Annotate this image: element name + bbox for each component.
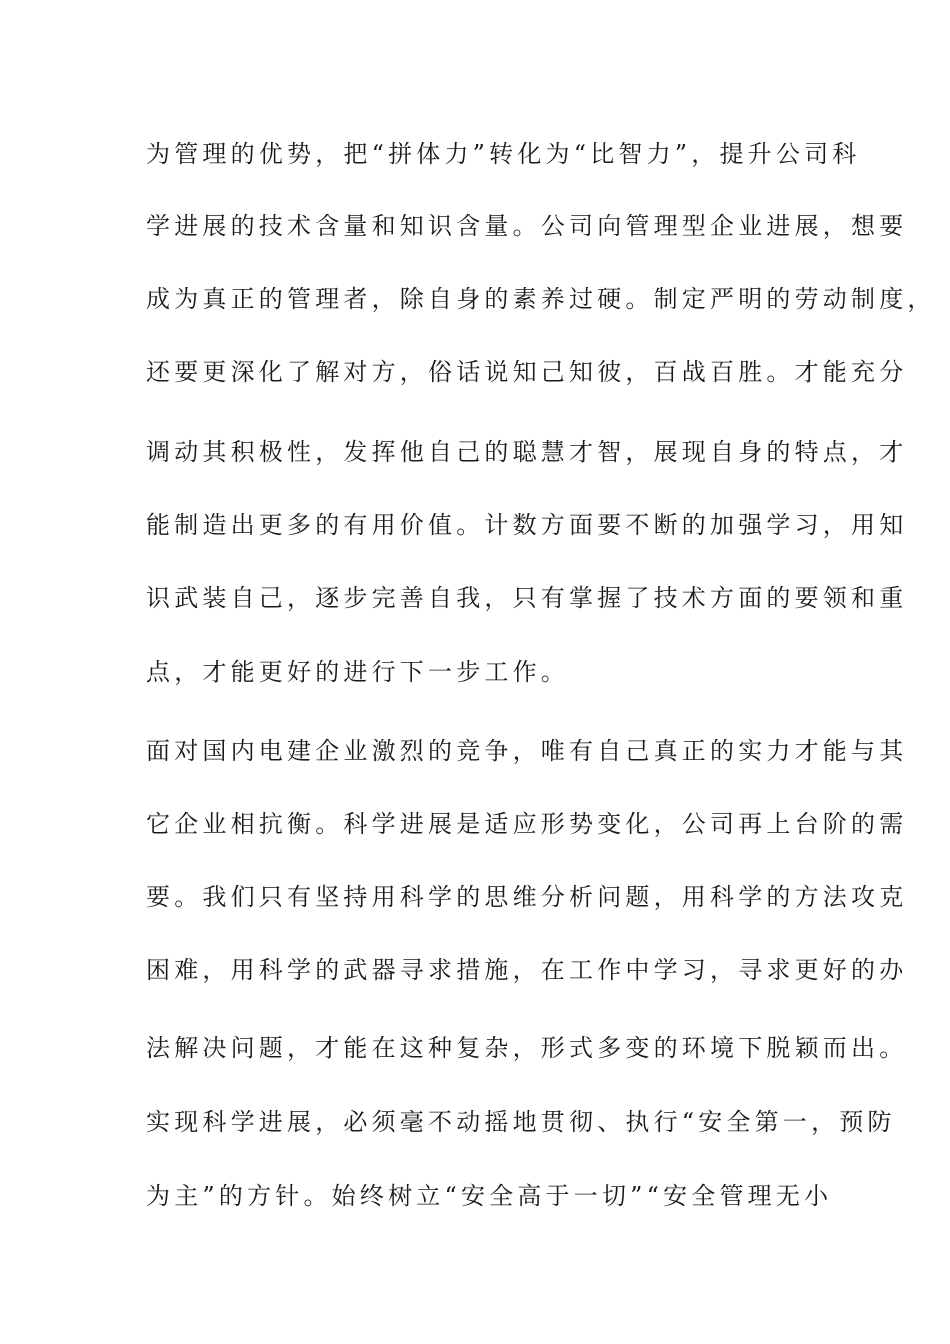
text-line: 面对国内电建企业激烈的竞争，唯有自己真正的实力才能与其 bbox=[146, 737, 908, 765]
text-line: 还要更深化了解对方，俗话说知己知彼，百战百胜。才能充分 bbox=[146, 358, 908, 386]
text-line: 困难，用科学的武器寻求措施，在工作中学习，寻求更好的办 bbox=[146, 956, 908, 984]
text-line: 法解决问题，才能在这种复杂，形式多变的环境下脱颖而出。 bbox=[146, 1034, 908, 1062]
text-line: 学进展的技术含量和知识含量。公司向管理型企业进展，想要 bbox=[146, 212, 908, 240]
text-line: 实现科学进展，必须毫不动摇地贯彻、执行“安全第一，预防 bbox=[146, 1108, 896, 1136]
text-line: 能制造出更多的有用价值。计数方面要不断的加强学习，用知 bbox=[146, 511, 908, 539]
text-line: 要。我们只有坚持用科学的思维分析问题，用科学的方法攻克 bbox=[146, 883, 908, 911]
text-line: 调动其积极性，发挥他自己的聪慧才智，展现自身的特点，才 bbox=[146, 438, 908, 466]
text-line: 为主”的方针。始终树立“安全高于一切”“安全管理无小 bbox=[146, 1182, 833, 1210]
text-line: 成为真正的管理者，除自身的素养过硬。制定严明的劳动制度， bbox=[146, 285, 936, 313]
text-line: 点，才能更好的进行下一步工作。 bbox=[146, 658, 569, 686]
text-line: 为管理的优势，把“拼体力”转化为“比智力”，提升公司科 bbox=[146, 140, 861, 168]
text-line: 它企业相抗衡。科学进展是适应形势变化，公司再上台阶的需 bbox=[146, 810, 908, 838]
text-line: 识武装自己，逐步完善自我，只有掌握了技术方面的要领和重 bbox=[146, 584, 908, 612]
